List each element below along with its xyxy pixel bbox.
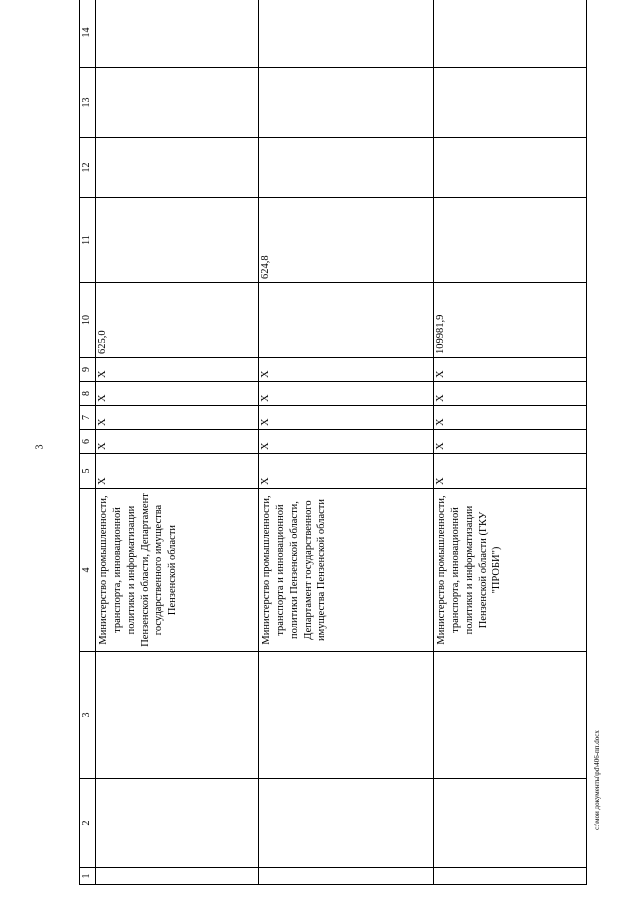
mark-cell: X bbox=[259, 430, 434, 454]
table-cell bbox=[434, 652, 587, 779]
agency-cell: Министерство промышленности, транспорта и инновационной политики Пензенской области, Департамент государственного имущества Пензенской области bbox=[259, 489, 434, 652]
mark-cell: X bbox=[434, 430, 587, 454]
value-cell: 624,8 bbox=[259, 198, 434, 283]
mark-cell: X bbox=[434, 382, 587, 406]
column-header: 1 bbox=[80, 868, 96, 885]
table-row bbox=[96, 0, 259, 885]
table-cell bbox=[434, 138, 587, 198]
table-cell bbox=[259, 868, 434, 885]
table-cell bbox=[96, 68, 259, 138]
value-cell: 109981,9 bbox=[434, 283, 587, 358]
column-header: 10 bbox=[80, 283, 96, 358]
mark-cell: X bbox=[259, 406, 434, 430]
column-header: 4 bbox=[80, 489, 96, 652]
mark-cell: X bbox=[434, 358, 587, 382]
table-cell bbox=[96, 138, 259, 198]
table-cell bbox=[96, 868, 259, 885]
column-header: 2 bbox=[80, 779, 96, 868]
value-cell bbox=[259, 283, 434, 358]
column-header: 14 bbox=[80, 0, 96, 68]
column-header: 5 bbox=[80, 454, 96, 489]
value-cell bbox=[434, 198, 587, 283]
mark-cell: X bbox=[96, 406, 259, 430]
table-cell bbox=[434, 0, 587, 68]
mark-cell: X bbox=[96, 382, 259, 406]
page-number: 3 bbox=[34, 444, 46, 450]
column-header: 12 bbox=[80, 138, 96, 198]
agency-cell: Министерство промышленности, транспорта, инновационной политики и информатизации Пензенской области (ГКУ "ПРОБИ") bbox=[434, 489, 587, 652]
table-cell bbox=[259, 779, 434, 868]
value-cell bbox=[96, 198, 259, 283]
table-cell bbox=[259, 652, 434, 779]
mark-cell: X bbox=[434, 454, 587, 489]
mark-cell: X bbox=[434, 406, 587, 430]
footer-file-path: c:\мои документы\pd\406-пп.docx bbox=[593, 730, 601, 830]
table-row bbox=[259, 0, 434, 885]
mark-cell: X bbox=[96, 358, 259, 382]
mark-cell: X bbox=[259, 382, 434, 406]
value-cell: 625,0 bbox=[96, 283, 259, 358]
mark-cell: X bbox=[259, 358, 434, 382]
table-cell bbox=[96, 779, 259, 868]
agency-cell: Министерство промышленности, транспорта, инновационной политики и информатизации Пензенской области, Департамент государственного имущества Пензенской области bbox=[96, 489, 259, 652]
column-header: 6 bbox=[80, 430, 96, 454]
table-cell bbox=[259, 68, 434, 138]
column-header: 11 bbox=[80, 198, 96, 283]
mark-cell: X bbox=[96, 430, 259, 454]
rotated-table-wrapper bbox=[79, 18, 587, 885]
table-cell bbox=[434, 68, 587, 138]
mark-cell: X bbox=[259, 454, 434, 489]
table-row bbox=[434, 0, 587, 885]
mark-cell: X bbox=[96, 454, 259, 489]
table-cell bbox=[259, 0, 434, 68]
table-cell bbox=[96, 0, 259, 68]
column-header: 8 bbox=[80, 382, 96, 406]
column-header: 13 bbox=[80, 68, 96, 138]
column-number-row bbox=[80, 0, 96, 885]
data-table bbox=[79, 0, 587, 885]
table-cell bbox=[434, 868, 587, 885]
table-cell bbox=[434, 779, 587, 868]
table-cell bbox=[96, 652, 259, 779]
table-cell bbox=[259, 138, 434, 198]
column-header: 9 bbox=[80, 358, 96, 382]
column-header: 3 bbox=[80, 652, 96, 779]
column-header: 7 bbox=[80, 406, 96, 430]
